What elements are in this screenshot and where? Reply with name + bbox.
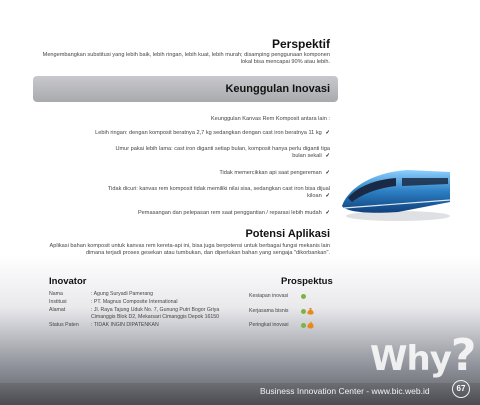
benefit-item [30,170,330,177]
benefit-text: Pemasangan dan pelepasan rem saat penggantian / reparasi lebih mudah [137,210,322,216]
green-dot-icon [301,323,306,328]
prospektus-label: Kerjasama bisnis [249,308,289,314]
inovator-value: : PT. Magnus Composite International [91,299,178,305]
inovator-row [49,307,261,321]
check-icon: ✓ [325,130,330,136]
prospektus-row [249,293,307,299]
benefit-item [30,210,330,217]
question-mark: ? [450,330,476,381]
money-bag-icon [307,307,314,315]
keunggulan-heading: Keunggulan Inovasi [225,83,330,95]
prospektus-label: Peringkat inovasi [249,322,289,328]
inovator-row [49,322,261,329]
benefit-text: Lebih ringan: dengan komposit beratnya 2,7 kg sedangkan dengan cast iron beratnya 11 kg [95,130,322,136]
fire-icon [307,321,314,329]
check-icon: ✓ [325,210,330,216]
why-text: Why [370,339,451,379]
inovator-value: : TIDAK INGIN DIPATENKAN [91,322,159,328]
inovator-key: Nama [49,291,63,297]
prospektus-row [249,307,314,315]
keunggulan-intro: Keunggulan Kanvas Rem Komposit antara lain : [210,116,330,122]
high-speed-train-illustration [338,158,454,226]
inovator-key: Institusi [49,299,67,305]
check-icon: ✓ [325,170,330,176]
page-number: 67 [452,380,470,398]
green-dot-icon [301,309,306,314]
inovator-value: : Jl. Raya Tajung Uduk No. 7, Gunung Putri Bogor Griya Cimanggis Blok D2, Mekarsari Cimanggis Depok 16150 [91,307,220,320]
prospektus-row [249,321,314,329]
green-dot-icon [301,294,306,299]
inovator-value: : Agung Suryadi Pamerang [91,291,154,297]
prospektus-label: Kesiapan inovasi [249,293,289,299]
footer-text: Business Innovation Center - www.bic.web.id [260,386,430,396]
perspektif-text: Mengembangkan substitusi yang lebih baik, lebih ringan, lebih kuat, lebih murah; disamping penggunaan komponen lokal bisa mencapai 90% atau lebih. [42,52,330,66]
check-icon: ✓ [325,193,330,200]
benefit-text: Umur pakai lebih lama: cast iron diganti setiap bulan, komposit hanya perlu diganti tiga bulan sekali [115,146,330,160]
inovator-key: Status Paten [49,322,79,328]
potensi-text: Aplikasi bahan komposit untuk kanvas rem kereta-api ini, bisa juga berpotensi untuk berbagai fungsi mekanis lain dimana terjadi proses gesekan atau tumbukan, dan diperlukan bahan yang sengaja "dikorbankan". [49,243,330,257]
inovator-key: Alamat [49,307,66,313]
inovator-table [49,291,261,330]
potensi-heading: Potensi Aplikasi [245,228,330,240]
inovator-row [49,299,261,306]
inovator-row [49,291,261,298]
inovator-heading: Inovator [49,276,87,287]
check-icon: ✓ [325,153,330,160]
benefit-text: Tidak memercikkan api saat pengereman [219,170,322,176]
benefit-item [95,186,330,201]
why-logo [370,330,475,381]
perspektif-heading: Perspektif [271,37,330,51]
prospektus-heading: Prospektus [281,276,333,287]
benefit-item [30,130,330,137]
benefit-item [115,146,330,161]
benefit-text: Tidak dicuri: kanvas rem komposit tidak memiliki nilai sisa, sedangkan cast iron bisa dijual kiloan [107,186,330,200]
